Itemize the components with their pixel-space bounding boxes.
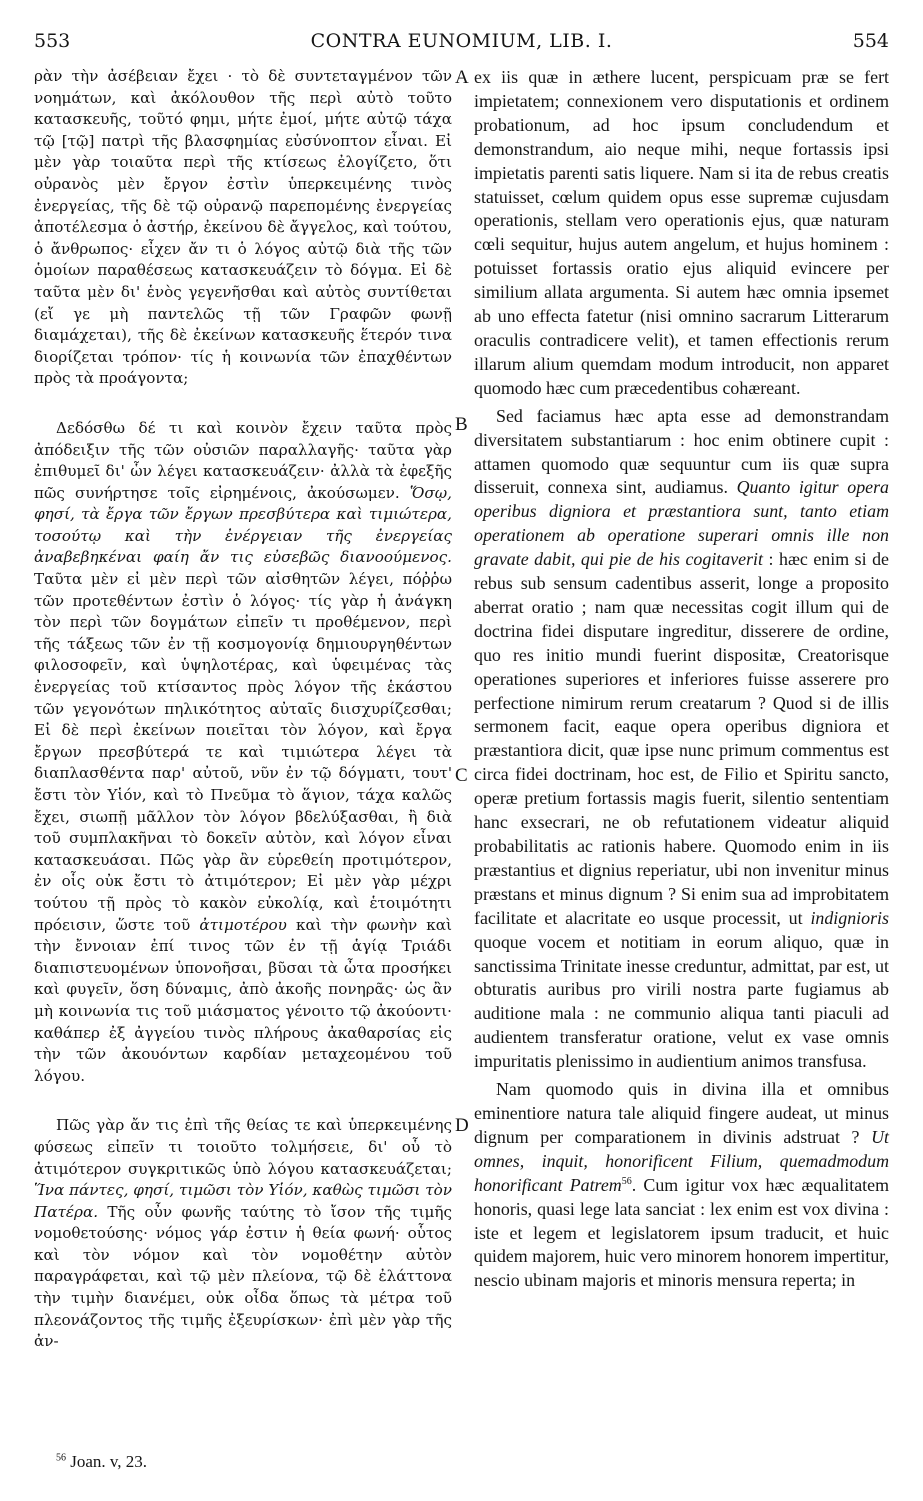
latin-quote: Quanto igitur opera operibus digniora et præstantiora sunt, tanto etiam operationem ab operatione superari omnis ille non gravate dabit, qui pie de his cogitaverit (474, 477, 889, 570)
page-number-left: 553 (34, 30, 71, 52)
latin-text: Sed faciamus hæc apta esse ad demonstrandam diversitatem substantiarum : hoc enim obtinere cupit : attamen quomodo quæ sequuntur cum iis quæ supra disseruit, connexa sint, audiamus. (474, 405, 889, 498)
greek-paragraph-1: ρὰν τὴν ἀσέβειαν ἔχει · τὸ δὲ συντεταγμένον τῶν νοημάτων, καὶ ἀκόλουθον τῆς περὶ αὐτὸ τοῦτο κατασκευῆς, τοῦτό φημι, μήτε ἐμοί, μήτε αὐτῷ τάχα τῷ [τῷ] πατρὶ τῆς βλασφημίας εὐσύνοπτον εἶναι. Εἰ μὲν γὰρ τοιαῦτα περὶ τῆς κτίσεως ἐλογίζετο, ὅτι οὐρανὸς μὲν ἔργον ἐστὶν ὑπερκειμένης τινὸς ἐνεργείας, τῆς δὲ τῷ οὐρανῷ παρεπομένης ἐνεργείας ἀποτέλεσμα ὁ ἀστήρ, ἐκείνου δὲ ἄγγελος, καὶ τούτου, ὁ ἄνθρωπος· εἶχεν ἄν τι ὁ λόγος αὐτῷ διὰ τῆς τῶν ὁμοίων παραθέσεως κατασκευάζειν τὸ δόγμα. Εἰ δὲ ταῦτα μὲν δι' ἑνὸς γεγενῆσθαι καὶ αὐτὸς συντίθεται (εἴ γε μὴ παντελῶς τῇ τῶν Γραφῶν φωνῇ διαμάχεται), τῆς δὲ ἐκείνων κατασκευῆς ἕτερόν τινα διορίζεται τρόπον· τίς ἡ κοινωνία τῶν ἐπαχθέντων πρὸς τὰ προάγοντα; (34, 67, 452, 388)
running-header (34, 30, 889, 56)
footnote-reference: 56 (621, 1175, 632, 1187)
footnote-number: 56 (56, 1452, 66, 1464)
section-marker-d: D (455, 1115, 469, 1136)
greek-quote: Ἵνα πάντες, φησί, τιμῶσι τὸν Υἱόν, καθὼς τιμῶσι τὸν Πατέρα. (34, 1181, 452, 1221)
latin-text: Nam quomodo quis in divina illa et omnibus eminentiore natura tale aliquid fingere audeat, ut minus dignum per comparationem in divinis adstruat ? (474, 1079, 889, 1147)
section-marker-a: A (455, 67, 469, 88)
latin-paragraph-1: ex iis quæ in æthere lucent, perspicuam præ se fert impietatem; connexionem vero disputationis et ordinem probationum, ad hoc ipsum concludendum et demonstrandum, aio neque mihi, neque fortassis ipsi impietatis parenti satis liquere. Nam si ita de rebus creatis statuisset, cœlum quidem opus esse supremæ cujusdam operationis, stellam vero operationis ejus, quæ naturam cœli sequitur, hujus autem angelum, et hujus hominem : potuisset fortassis oratio ejus aliquid evincere per similium allata argumenta. Si autem hæc omnia ipsemet ab uno effecta fatetur (nisi omnino sacrarum Litterarum oraculis contradicere velit), et tamen effectionis rerum illarum alium quemdam modum introducit, non apparet quomodo hæc cum præcedentibus cohæreant. (474, 67, 889, 398)
footnote (56, 1452, 147, 1472)
greek-text: Δεδόσθω δέ τι καὶ κοινὸν ἔχειν ταῦτα πρὸς ἀπόδειξιν τῆς τῶν οὐσιῶν παραλλαγῆς· ταῦτα γὰρ ἐπιθυμεῖ δι' ὧν λέγει κατασκευάζειν· ἀλλὰ τὰ ἐφεξῆς πῶς συνήρτησε τοῖς εἰρημένοις, ἀκούσωμεν. (34, 418, 452, 502)
latin-text: quoque vocem et notitiam in eorum aliquo, quæ in sanctissima Trinitate inesse creduntur, admittat, par est, ut obturatis auribus pro virili nostra parte fugiamus ab auditione mala : ne communio aliqua tanti piaculi ad audientem transferatur oratione, velut ex vase omnis impuritatis plenissimo in audientium animos transfusa. (474, 931, 889, 1072)
greek-paragraph-3 (34, 1115, 452, 1353)
greek-text: Πῶς γὰρ ἄν τις ἐπὶ τῆς θείας τε καὶ ὑπερκειμένης φύσεως εἰπεῖν τι τοιοῦτο τολμήσειε, δι' οὗ τὸ ἀτιμότερον συγκριτικῶς ὑπὸ λόγου κατασκευάζεται; (34, 1116, 452, 1178)
footnote-text: Joan. v, 23. (70, 1452, 148, 1471)
latin-column (474, 66, 889, 1293)
greek-quote: Ὅσῳ, φησί, τὰ ἔργα τῶν ἔργων πρεσβύτερα καὶ τιμιώτερα, τοσούτῳ καὶ τὴν ἐνέργειαν τῆς ἐνεργείας ἀναβεβηκέναι φαίη ἄν τις εὐσεβῶς διανοούμενος. (34, 483, 452, 567)
latin-text: : hæc enim si de rebus sub sensum cadentibus asserit, longe a proposito aberrat oratio ; nam quæ necessitas cogit illum qui de doctrina fidei disputare ingreditur, disserere de ordine, quo res initio mundi fuerint dispositæ, Creatorisque operationes superiores et inferiores fuisse asserere pro perfectione nimirum rerum creatarum ? Quod si de illis sermonem facit, eaque opera operibus digniora et præstantiora dicit, quæ ipse nunc primum commentus est circa fidei doctrinam, hoc est, de Filio et Spiritu sancto, operæ pretium fortassis magis fuerit, silentio sententiam hanc exsecrari, ne ob refutationem videatur aliquid probabilitatis ac rationis habere. Quomodo enim in iis præstantius et dignius reperiatur, ubi non invenitur minus præstans et minus dignum ? Si enim sua ad improbitatem facilitate et alacritate eo usque processit, ut (474, 549, 889, 928)
greek-text: Τῆς οὖν φωνῆς ταύτης τὸ ἴσον τῆς τιμῆς νομοθετούσης· νόμος γάρ ἐστιν ἡ θεία φωνή· οὗτος καὶ τὸν νόμον καὶ τὸν νομοθέτην αὐτὸν παραγράφεται, καὶ τῷ μὲν πλείονα, τῷ δὲ ἐλάττονα τὴν τιμὴν διανέμει, οὐκ οἶδα ὅπως τὰ μέτρα τοῦ πλεονάζοντος τῆς τιμῆς ἐξευρίσκων· ἐπὶ μὲν γὰρ τῆς ἀν- (34, 1202, 452, 1351)
section-marker-c: C (455, 765, 468, 786)
greek-text: Ταῦτα μὲν εἰ μὲν περὶ τῶν αἰσθητῶν λέγει, πόῤῥω τῶν προτεθέντων ἐστὶν ὁ λόγος· τίς γὰρ ἡ ἀνάγκη τὸν περὶ τῶν δογμάτων εἰπεῖν τι προθέμενον, περὶ τῆς τάξεως τῶν ἐν τῇ κοσμογονίᾳ δημιουργηθέντων φιλοσοφεῖν, καὶ ὑψηλοτέρας, καὶ ὑφειμένας τὰς ἐνεργείας τοῦ κτίσαντος πρὸς λόγον τῆς ἑκάστου τῶν γεγονότων πηλικότητος αὐταῖς διισχυρίζεσθαι; Εἰ δὲ περὶ ἐκείνων ποιεῖται τὸν λόγον, καὶ ἔργα ἔργων πρεσβύτερά τε καὶ τιμιώτερα λέγει τὰ διαπλασθέντα παρ' αὐτοῦ, νῦν ἐν τῷ δόγματι, τουτ' ἔστι τὸν Υἱόν, καὶ τὸ Πνεῦμα τὸ ἅγιον, τάχα καλῶς ἔχει, σιωπῇ μᾶλλον τὸν λόγον βδελύξασθαι, ἢ διὰ τοῦ συμπλακῆναι τὸ δοκεῖν αὐτὸν, καὶ λόγον εἶναι κατασκευάσαι. Πῶς γὰρ ἂν εὑρεθείη προτιμότερον, ἐν οἷς οὐκ ἔστι τὸ ἀτιμότερον; Εἰ μὲν γὰρ μέχρι τούτου τῇ πρὸς τὸ κακὸν εὐκολίᾳ, καὶ ἑτοιμότητι πρόεισιν, ὥστε τοῦ (34, 570, 452, 934)
section-marker-b: B (455, 414, 468, 435)
running-title: CONTRA EUNOMIUM, LIB. I. (310, 30, 613, 52)
greek-column (34, 66, 452, 1353)
greek-paragraph-2 (34, 418, 452, 1087)
latin-paragraph-3 (474, 1078, 889, 1293)
greek-emphasis: ἀτιμοτέρου (199, 915, 287, 934)
latin-emphasis: indignioris (810, 907, 889, 928)
latin-text: . Cum igitur vox hæc æqualitatem honoris, quasi lege lata sanciat : lex enim est vox divina : iste et legem et legislatorem ipsum traducit, et huic quidem majorem, huic vero minorem honorem impertitur, nescio ubinam majoris et minoris mensura reperta; in (474, 1174, 889, 1291)
greek-text: καὶ τὴν φωνὴν καὶ τὴν ἔννοιαν ἐπί τινος τῶν ἐν τῇ ἁγίᾳ Τριάδι διαπιστευομένων ὑπονοῆσαι, βῦσαι τὰ ὦτα προσήκει καὶ φυγεῖν, ὅση δύναμις, ἀπὸ ἀκοῆς πονηρᾶς· ὡς ἂν μὴ κοινωνία τις τοῦ μιάσματος γένοιτο τῷ ἀκούοντι· καθάπερ ἐξ ἀγγείου τινὸς πλήρους ἀκαθαρσίας εἰς τὴν τῶν ἀκουόντων καρδίαν μεταχεομένου τοῦ λόγου. (34, 915, 452, 1085)
latin-quote: Ut omnes, inquit, honorificent Filium, quemadmodum honorificant Patrem (474, 1126, 889, 1195)
latin-paragraph-2 (474, 405, 889, 1074)
page-number-right: 554 (852, 30, 889, 52)
